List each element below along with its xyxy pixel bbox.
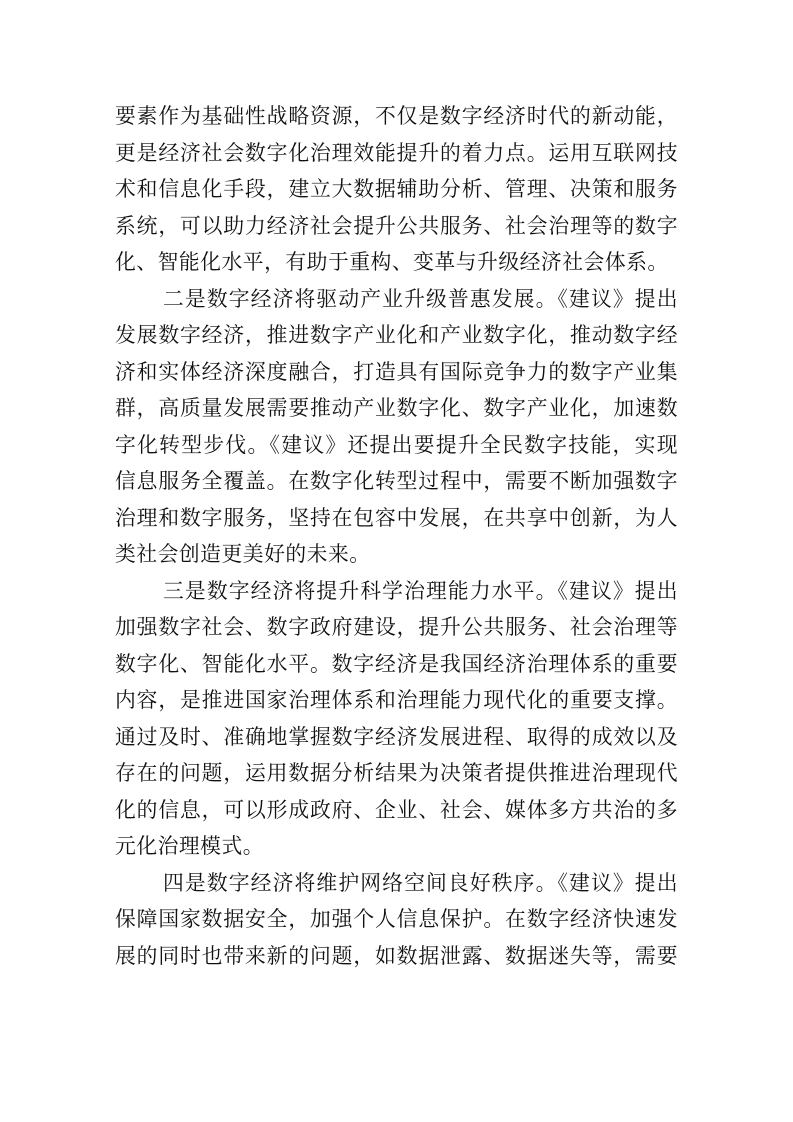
paragraph-4-line-3: 展的同时也带来新的问题，如数据泄露、数据迷失等，需要 — [115, 943, 678, 968]
paragraph-3-line-8: 元化治理模式。 — [115, 834, 265, 858]
paragraph-2-line-5: 字化转型步伐。《建议》还提出要提升全民数字技能，实现 — [115, 432, 678, 457]
paragraph-2-line-4: 群，高质量发展需要推动产业数字化、数字产业化，加速数 — [115, 396, 678, 420]
paragraph-4-line-2: 保障国家数据安全，加强个人信息保护。在数字经济快速发 — [115, 907, 678, 931]
paragraph-3-line-7: 化的信息，可以形成政府、企业、社会、媒体多方共治的多 — [115, 797, 678, 822]
paragraph-2-line-8: 类社会创造更美好的未来。 — [115, 542, 371, 566]
paragraph-2-line-7: 治理和数字服务，坚持在包容中发展，在共享中创新，为人 — [115, 505, 678, 530]
paragraph-3-line-2: 加强数字社会、数字政府建设，提升公共服务、社会治理等 — [115, 615, 678, 639]
paragraph-3-line-5: 通过及时、准确地掌握数字经济发展进程、取得的成效以及 — [115, 724, 678, 749]
paragraph-2-line-1: 二是数字经济将驱动产业升级普惠发展。《建议》提出 — [163, 286, 678, 311]
paragraph-4-line-1: 四是数字经济将维护网络空间良好秩序。《建议》提出 — [163, 870, 678, 895]
paragraph-1-line-4: 系统，可以助力经济社会提升公共服务、社会治理等的数字 — [115, 213, 678, 238]
paragraph-1-line-1: 要素作为基础性战略资源，不仅是数字经济时代的新动能， — [115, 104, 678, 128]
paragraph-3-line-1: 三是数字经济将提升科学治理能力水平。《建议》提出 — [163, 578, 678, 603]
body-text — [115, 98, 678, 974]
paragraph-1-line-5: 化、智能化水平，有助于重构、变革与升级经济社会体系。 — [115, 250, 669, 274]
paragraph-3-line-3: 数字化、智能化水平。数字经济是我国经济治理体系的重要 — [115, 651, 678, 676]
paragraph-1-line-2: 更是经济社会数字化治理效能提升的着力点。运用互联网技 — [115, 140, 678, 165]
paragraph-3-line-6: 存在的问题，运用数据分析结果为决策者提供推进治理现代 — [115, 761, 678, 785]
paragraph-2-line-6: 信息服务全覆盖。在数字化转型过程中，需要不断加强数字 — [115, 469, 678, 493]
paragraph-3-line-4: 内容，是推进国家治理体系和治理能力现代化的重要支撑。 — [115, 688, 678, 712]
paragraph-2-line-3: 济和实体经济深度融合，打造具有国际竞争力的数字产业集 — [115, 359, 678, 384]
paragraph-2-line-2: 发展数字经济，推进数字产业化和产业数字化，推动数字经 — [115, 323, 678, 347]
paragraph-1-line-3: 术和信息化手段，建立大数据辅助分析、管理、决策和服务 — [115, 177, 678, 201]
